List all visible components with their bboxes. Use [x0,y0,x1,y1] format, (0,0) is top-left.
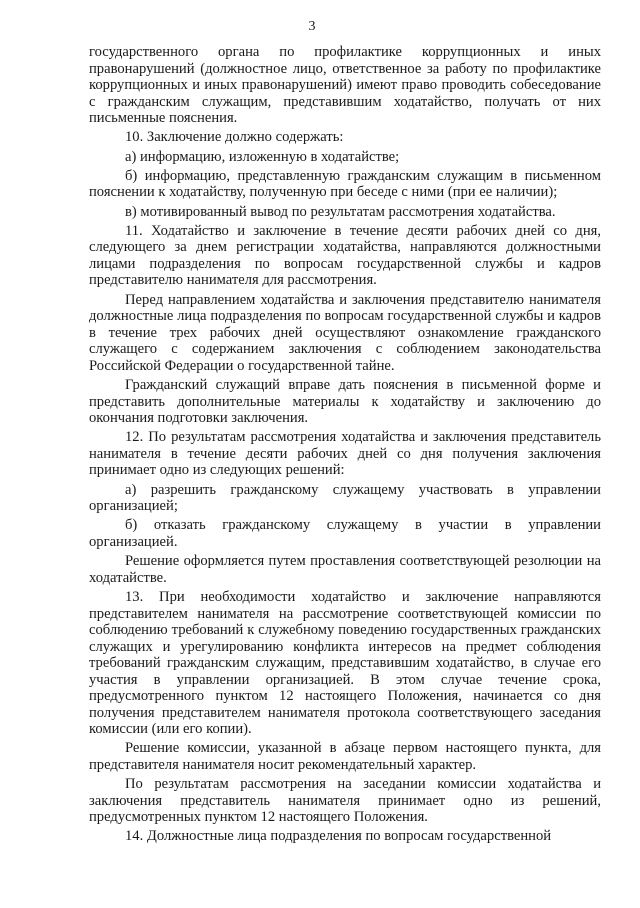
paragraph-item-14: 14. Должностные лица подразделения по вопросам государственной [125,828,552,845]
paragraph-item-10: 10. Заключение должно содержать: [125,129,344,146]
page-number: 3 [308,19,316,34]
document-body [89,44,601,848]
paragraph-item-10b: б) информацию, представленную гражданским служащим в письменном пояснении к ходатайству, полученную при беседе с ними (при ее наличии); [89,167,601,201]
paragraph-item-13-commission: Решение комиссии, указанной в абзаце первом настоящего пункта, для представителя нанимателя носит рекомендательный характер. [89,740,601,773]
paragraph-item-12-resolution: Решение оформляется путем проставления соответствующей резолюции на ходатайстве. [89,553,601,586]
paragraph-item-10c: в) мотивированный вывод по результатам рассмотрения ходатайства. [125,203,556,220]
paragraph-item-12b: б) отказать гражданскому служащему в участии в управлении организацией. [89,517,601,550]
paragraph-item-11-explanations: Гражданский служащий вправе дать пояснения в письменной форме и представить дополнительные материалы к ходатайству и заключению до окончания подготовки заключения. [89,377,601,427]
paragraph-item-11: 11. Ходатайство и заключение в течение десяти рабочих дней со дня, следующего за днем регистрации ходатайства, направляются должностными лицами подразделения по вопросам государственной службы и кадров представителю нанимателя для рассмотрения. [89,222,601,289]
paragraph-item-11-familiarization: Перед направлением ходатайства и заключения представителю нанимателя должностные лица подразделения по вопросам государственной службы и кадров в течение трех рабочих дней осуществляют ознакомление гражданского служащего с содержанием заключения с соблюдением законодательства Российской Федерации о государственной тайне. [89,291,601,374]
paragraph-item-12: 12. По результатам рассмотрения ходатайства и заключения представитель нанимателя в течение десяти рабочих дней со дня получения заключения принимает одно из следующих решений: [89,429,601,479]
paragraph-item-10a: а) информацию, изложенную в ходатайстве; [125,148,400,165]
paragraph-item-12a: а) разрешить гражданскому служащему участвовать в управлении организацией; [89,481,601,515]
paragraph-item-13-decision: По результатам рассмотрения на заседании комиссии ходатайства и заключения представитель нанимателя принимает одно из решений, предусмотренных пунктом 12 настоящего Положения. [89,776,601,826]
paragraph-item-13: 13. При необходимости ходатайство и заключение направляются представителем нанимателя на рассмотрение соответствующей комиссии по соблюдению требований к служебному поведению государственных гражданских служащих и урегулированию конфликта интересов на предмет соблюдения требований гражданским служащим, представившим ходатайство, в случае его участия в управлении организацией. В этом случае течение срока, предусмотренного пунктом 12 настоящего Положения, начинается со дня получения представителем нанимателя протокола соответствующего заседания комиссии (или его копии). [89,589,601,738]
paragraph-continuation: государственного органа по профилактике коррупционных и иных правонарушений (должностное лицо, ответственное за работу по профилактике коррупционных и иных правонарушений) имеют право проводить собеседование с гражданским служащим, представившим ходатайство, получать от них письменные пояснения. [89,44,601,126]
